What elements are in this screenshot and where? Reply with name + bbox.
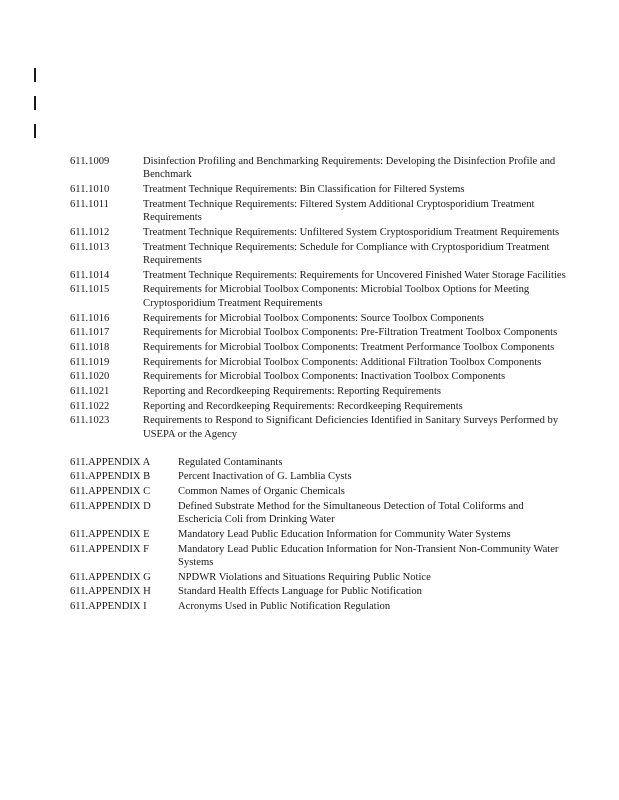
section-entry-title: Requirements for Microbial Toolbox Components: Treatment Performance Toolbox Components <box>143 341 555 353</box>
section-entry <box>70 370 570 383</box>
appendix-entry-title: Mandatory Lead Public Education Information for Community Water Systems <box>178 528 511 540</box>
section-entry-number: 611.1013 <box>70 241 110 253</box>
section-entry <box>70 183 570 196</box>
section-entry-title: Requirements to Respond to Significant Deficiencies Identified in Sanitary Surveys Performed by USEPA or the Agency <box>143 415 559 440</box>
appendix-entry <box>70 470 570 483</box>
section-entry-number: 611.1012 <box>70 226 110 238</box>
section-gap <box>70 443 570 456</box>
section-entry-title: Treatment Technique Requirements: Requirements for Uncovered Finished Water Storage Facilities <box>143 269 566 281</box>
section-entry <box>70 356 570 369</box>
section-entry <box>70 400 570 413</box>
appendix-entry-title: Common Names of Organic Chemicals <box>178 485 345 497</box>
section-entry-number: 611.1023 <box>70 415 110 427</box>
section-entry-number: 611.1022 <box>70 400 110 412</box>
appendix-entry <box>70 585 570 598</box>
section-entry-title: Reporting and Recordkeeping Requirements: Recordkeeping Requirements <box>143 400 463 412</box>
section-entry-title: Requirements for Microbial Toolbox Components: Source Toolbox Components <box>143 312 484 324</box>
revision-bar-3 <box>34 124 36 138</box>
section-entry-title: Requirements for Microbial Toolbox Components: Microbial Toolbox Options for Meeting Cryptosporidium Treatment Requirements <box>143 284 530 309</box>
appendix-entry-title: Regulated Contaminants <box>178 456 283 468</box>
appendix-entry <box>70 571 570 584</box>
section-entry-number: 611.1010 <box>70 184 110 196</box>
section-entry-title: Treatment Technique Requirements: Filtered System Additional Cryptosporidium Treatment Requirements <box>143 198 535 224</box>
section-entry-number: 611.1016 <box>70 312 110 324</box>
section-entry-number: 611.1009 <box>70 156 110 167</box>
section-entry-title: Requirements for Microbial Toolbox Components: Pre-Filtration Treatment Toolbox Components <box>143 327 558 339</box>
appendix-entry-number: 611.APPENDIX F <box>70 543 150 555</box>
appendix-entry <box>70 500 570 527</box>
section-entry-title: Treatment Technique Requirements: Schedule for Compliance with Cryptosporidium Treatment Requirements <box>143 241 550 267</box>
section-entry <box>70 241 570 268</box>
section-entry-title: Disinfection Profiling and Benchmarking Requirements: Developing the Disinfection Profile and Benchmark <box>143 156 556 181</box>
appendix-entry <box>70 600 570 613</box>
appendix-entry-title: Percent Inactivation of G. Lamblia Cysts <box>178 471 352 483</box>
section-entry-title: Treatment Technique Requirements: Unfiltered System Cryptosporidium Treatment Requirements <box>143 226 560 238</box>
sections-list <box>70 155 570 441</box>
section-entry-number: 611.1017 <box>70 327 110 339</box>
appendix-entry <box>70 528 570 541</box>
section-entry <box>70 283 570 310</box>
section-entry-number: 611.1021 <box>70 386 110 398</box>
section-entry <box>70 226 570 239</box>
appendix-entry-number: 611.APPENDIX I <box>70 601 147 613</box>
revision-bar-2 <box>34 96 36 110</box>
section-entry-number: 611.1018 <box>70 341 110 353</box>
section-entry-title: Requirements for Microbial Toolbox Components: Inactivation Toolbox Components <box>143 371 506 383</box>
section-entry <box>70 198 570 225</box>
section-entry <box>70 326 570 339</box>
appendix-entry <box>70 456 570 469</box>
section-entry-title: Requirements for Microbial Toolbox Components: Additional Filtration Toolbox Components <box>143 356 542 368</box>
section-entry <box>70 385 570 398</box>
section-entry <box>70 341 570 354</box>
section-entry <box>70 312 570 325</box>
appendix-entry-number: 611.APPENDIX G <box>70 571 151 583</box>
appendix-entry-title: NPDWR Violations and Situations Requiring Public Notice <box>178 571 431 583</box>
section-entry-number: 611.1014 <box>70 269 110 281</box>
appendix-entry-title: Standard Health Effects Language for Public Notification <box>178 586 422 598</box>
appendix-entry-title: Mandatory Lead Public Education Information for Non-Transient Non-Community Water Systems <box>178 543 559 568</box>
appendix-entry <box>70 485 570 498</box>
section-entry <box>70 155 570 182</box>
revision-bar-1 <box>34 68 36 82</box>
section-entry-title: Reporting and Recordkeeping Requirements: Reporting Requirements <box>143 386 442 398</box>
appendix-entry-number: 611.APPENDIX E <box>70 528 150 540</box>
section-entry-number: 611.1019 <box>70 356 110 368</box>
appendix-entry-title: Defined Substrate Method for the Simultaneous Detection of Total Coliforms and Eschericia Coli from Drinking Water <box>178 500 524 526</box>
appendix-entry-number: 611.APPENDIX B <box>70 471 151 483</box>
appendix-entry-number: 611.APPENDIX A <box>70 456 151 468</box>
section-entry-title: Treatment Technique Requirements: Bin Classification for Filtered Systems <box>143 184 465 196</box>
section-entry <box>70 414 570 441</box>
appendix-entry-title: Acronyms Used in Public Notification Regulation <box>178 601 391 613</box>
section-entry-number: 611.1020 <box>70 371 110 383</box>
appendix-entry-number: 611.APPENDIX H <box>70 586 151 598</box>
table-of-contents <box>70 155 570 615</box>
appendix-entry-number: 611.APPENDIX C <box>70 485 151 497</box>
section-entry-number: 611.1011 <box>70 198 109 210</box>
appendix-entry <box>70 543 570 570</box>
section-entry <box>70 269 570 282</box>
appendix-list <box>70 456 570 614</box>
section-entry-number: 611.1015 <box>70 284 110 296</box>
appendix-entry-number: 611.APPENDIX D <box>70 500 151 512</box>
